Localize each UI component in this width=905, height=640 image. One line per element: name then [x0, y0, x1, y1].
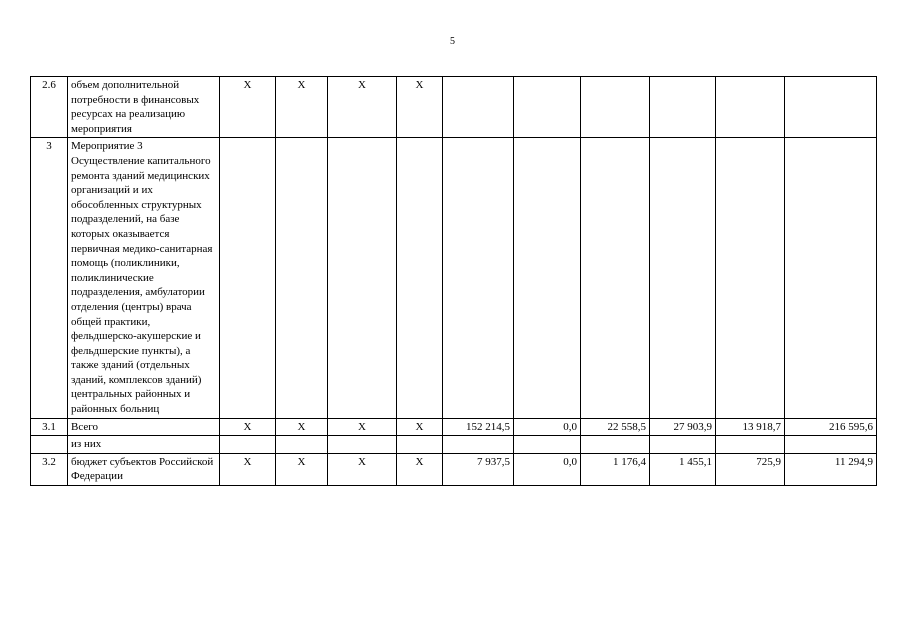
value-cell [443, 77, 514, 138]
table-row [31, 436, 877, 454]
mark-cell: X [276, 453, 328, 485]
value-cell: 1 176,4 [581, 453, 650, 485]
value-cell: 7 937,5 [443, 453, 514, 485]
value-cell [650, 138, 716, 418]
mark-cell: X [276, 77, 328, 138]
value-cell [716, 77, 785, 138]
row-name: Всего [68, 418, 220, 436]
row-number [31, 436, 68, 454]
value-cell [443, 436, 514, 454]
mark-cell: X [328, 453, 397, 485]
table-row [31, 418, 877, 436]
value-cell: 725,9 [716, 453, 785, 485]
value-cell [716, 436, 785, 454]
row-name: бюджет субъектов Российской Федерации [68, 453, 220, 485]
value-cell [581, 436, 650, 454]
mark-cell: X [328, 77, 397, 138]
row-number: 2.6 [31, 77, 68, 138]
mark-cell [220, 436, 276, 454]
mark-cell [220, 138, 276, 418]
table-row [31, 453, 877, 485]
value-cell: 0,0 [514, 453, 581, 485]
value-cell [785, 138, 877, 418]
value-cell [514, 436, 581, 454]
value-cell [716, 138, 785, 418]
value-cell [650, 77, 716, 138]
row-name: из них [68, 436, 220, 454]
mark-cell: X [397, 77, 443, 138]
value-cell [581, 138, 650, 418]
row-number: 3.2 [31, 453, 68, 485]
mark-cell: X [220, 77, 276, 138]
mark-cell: X [220, 453, 276, 485]
value-cell [514, 77, 581, 138]
mark-cell [276, 138, 328, 418]
value-cell [785, 77, 877, 138]
value-cell [785, 436, 877, 454]
row-name: Мероприятие 3 Осуществление капитального ремонта зданий медицинских организаций и их обособленных структурных подразделений, на базе которых оказывается первичная медико-санитарная помощь (поликлиники, поликлинические подразделения, амбулатории отделения (центры) врача общей практики, фельдшерско-акушерские и фельдшерские пункты), а также зданий (отдельных зданий, комплексов зданий) центральных районных и районных больниц [68, 138, 220, 418]
value-cell: 11 294,9 [785, 453, 877, 485]
mark-cell [276, 436, 328, 454]
row-number: 3 [31, 138, 68, 418]
value-cell: 1 455,1 [650, 453, 716, 485]
row-number: 3.1 [31, 418, 68, 436]
mark-cell [397, 436, 443, 454]
mark-cell [328, 138, 397, 418]
mark-cell: X [397, 418, 443, 436]
value-cell: 13 918,7 [716, 418, 785, 436]
value-cell [514, 138, 581, 418]
value-cell [650, 436, 716, 454]
mark-cell: X [397, 453, 443, 485]
value-cell: 22 558,5 [581, 418, 650, 436]
table-row [31, 77, 877, 138]
mark-cell [328, 436, 397, 454]
mark-cell: X [276, 418, 328, 436]
table-row [31, 138, 877, 418]
mark-cell: X [328, 418, 397, 436]
mark-cell [397, 138, 443, 418]
value-cell [443, 138, 514, 418]
value-cell: 152 214,5 [443, 418, 514, 436]
mark-cell: X [220, 418, 276, 436]
value-cell: 27 903,9 [650, 418, 716, 436]
budget-table [30, 76, 877, 486]
value-cell: 0,0 [514, 418, 581, 436]
value-cell: 216 595,6 [785, 418, 877, 436]
value-cell [581, 77, 650, 138]
page-number: 5 [450, 36, 455, 47]
row-name: объем дополнительной потребности в финансовых ресурсах на реализацию мероприятия [68, 77, 220, 138]
